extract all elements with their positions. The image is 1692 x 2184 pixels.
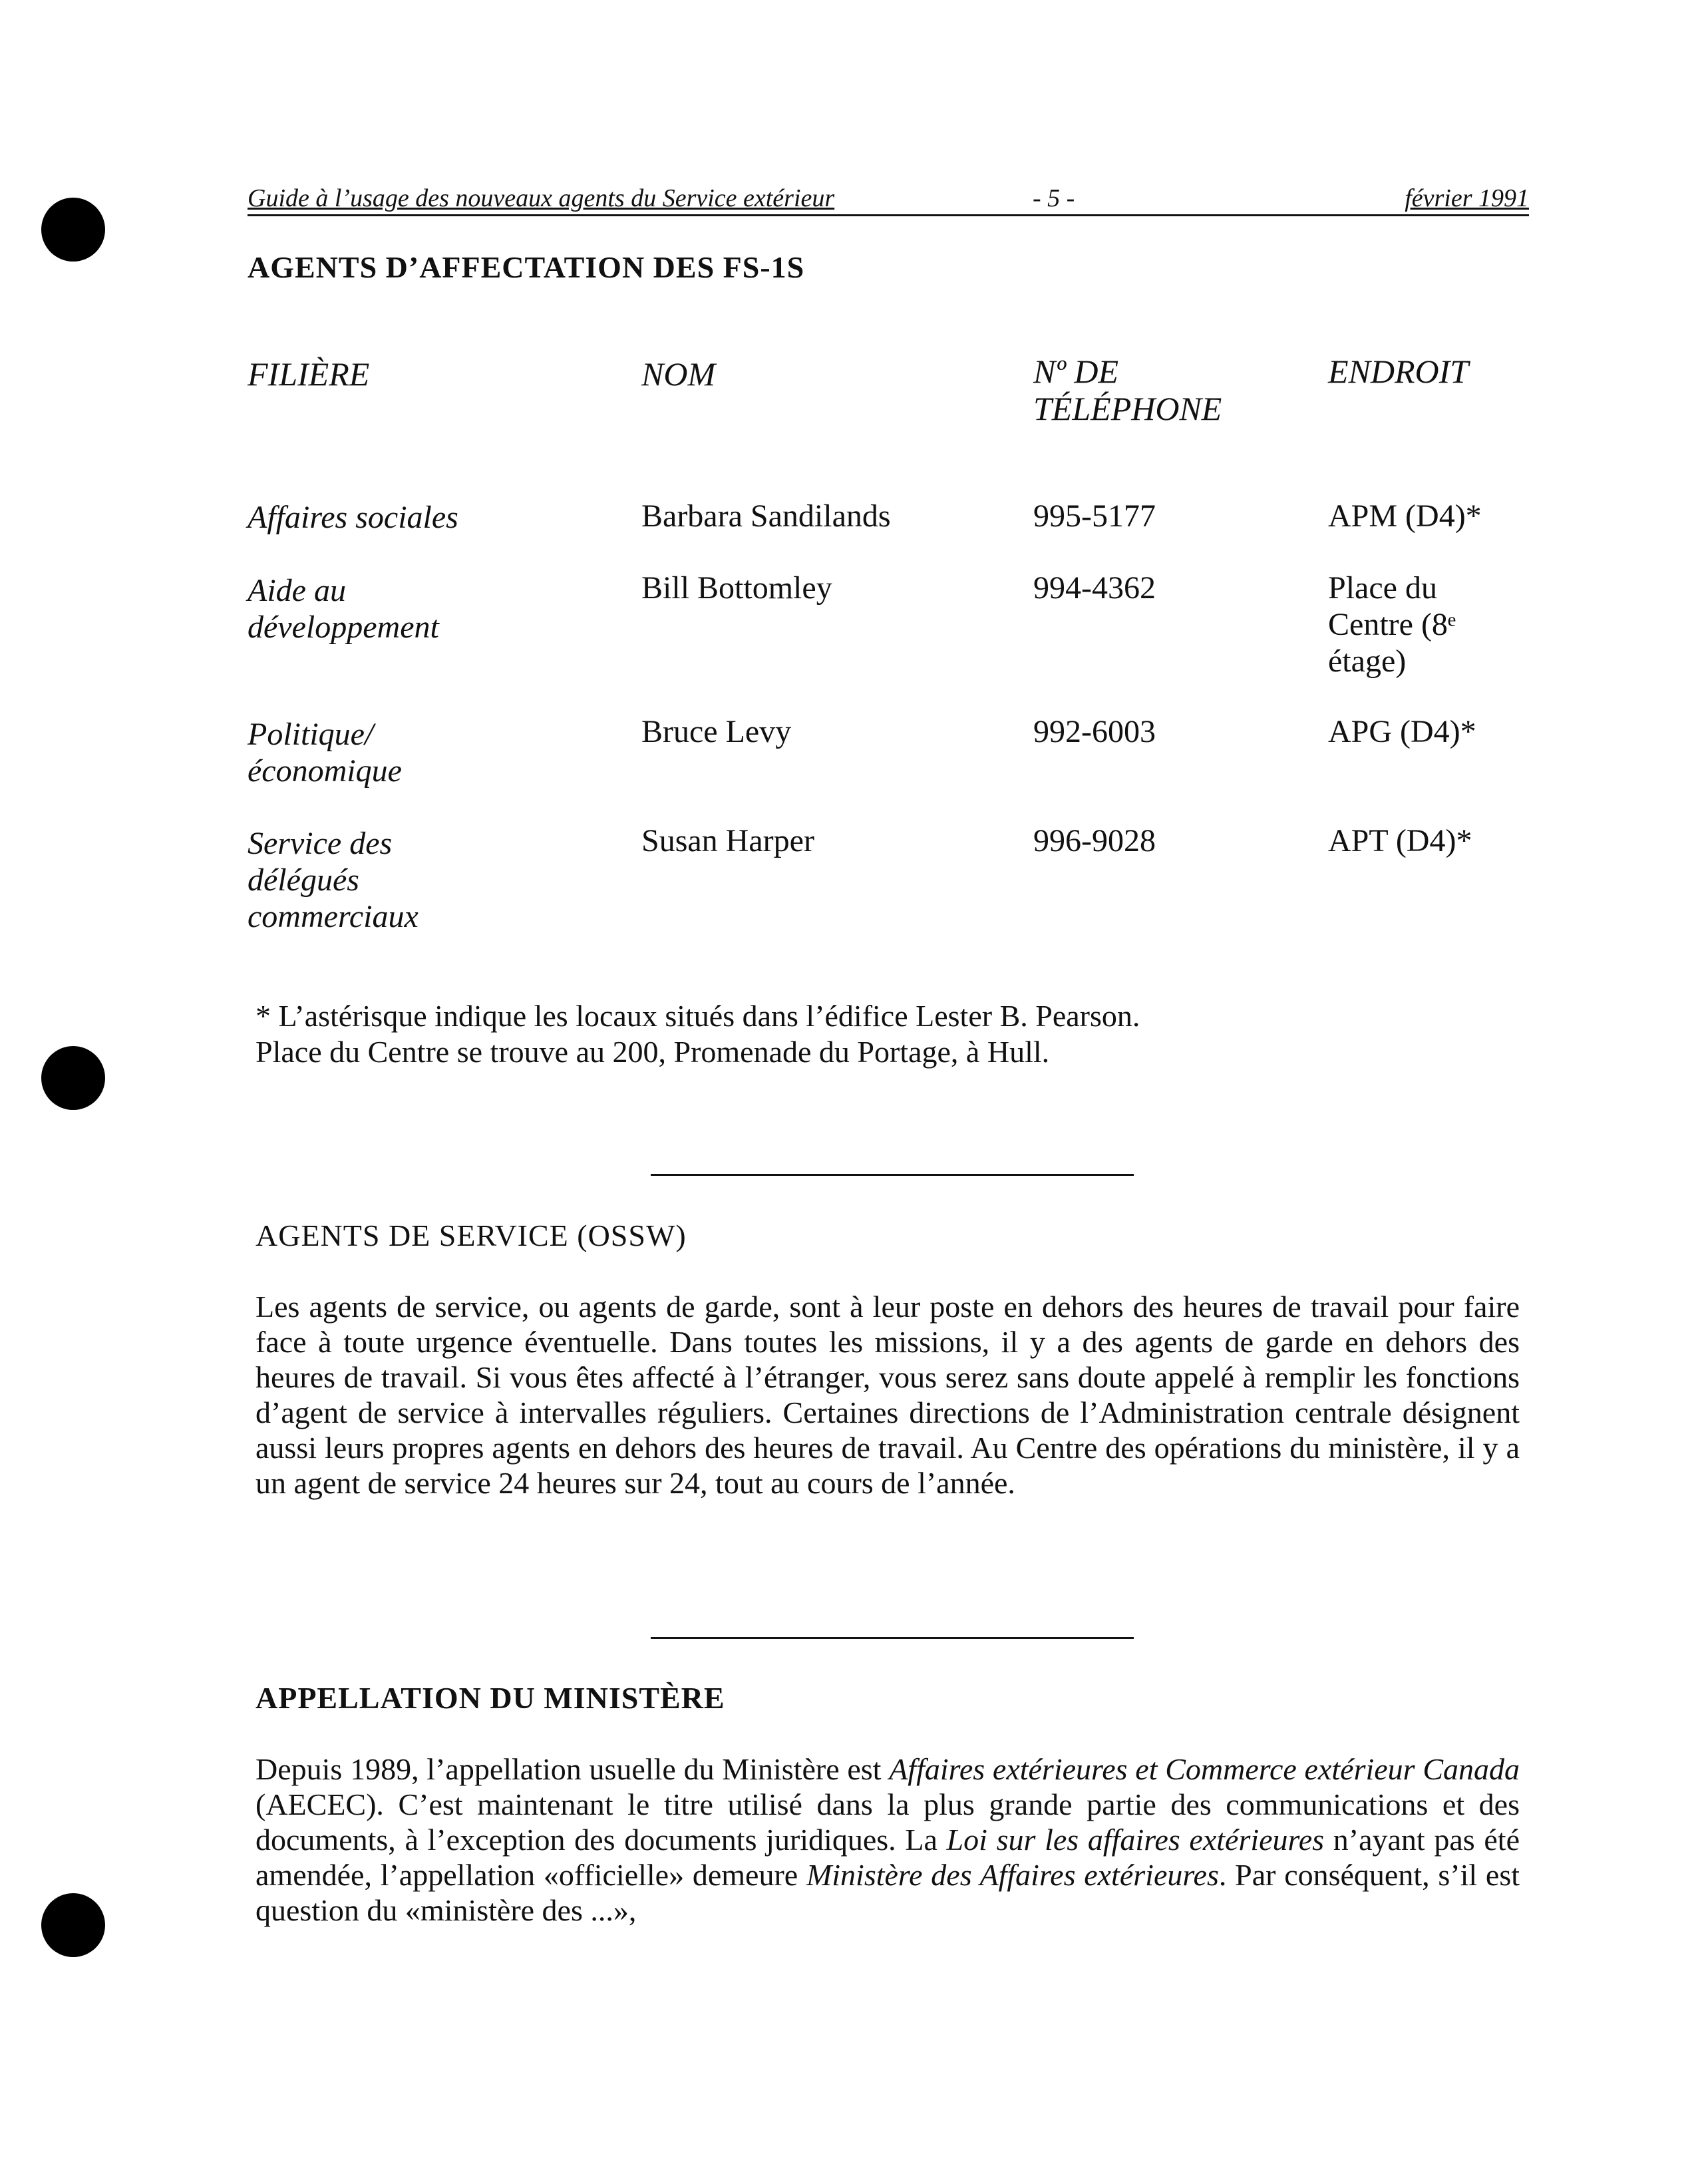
page-number: - 5 - xyxy=(1033,184,1075,212)
column-header-nom: NOM xyxy=(641,355,716,393)
column-header-telephone-line1: Nº DE xyxy=(1033,353,1119,390)
asterisk-note-line2: Place du Centre se trouve au 200, Promenade du Portage, à Hull. xyxy=(255,1035,1050,1069)
cell-line: APT (D4)* xyxy=(1328,823,1472,858)
cell-line: Aide au xyxy=(248,573,346,608)
cell-line: commerciaux xyxy=(248,899,419,934)
appellation-text-4: . Par conséquent, s’il est question du «ministère des ...», xyxy=(255,1858,1520,1927)
punch-hole-top xyxy=(41,198,105,262)
cell-line: économique xyxy=(248,753,402,789)
appellation-italic-2: Loi sur les affaires extérieures xyxy=(946,1823,1325,1857)
table-row-3-filiere xyxy=(248,716,402,789)
table-row-3-telephone: 992-6003 xyxy=(1033,714,1156,749)
appellation-italic-1: Affaires extérieures et Commerce extérieur Canada xyxy=(889,1752,1520,1786)
cell-line: étage) xyxy=(1328,643,1407,679)
table-row-1-telephone: 995-5177 xyxy=(1033,498,1156,534)
section-divider-2 xyxy=(651,1637,1134,1639)
table-row-4-filiere xyxy=(248,825,419,935)
table-row-2-endroit xyxy=(1328,570,1456,679)
punch-hole-bottom xyxy=(41,1893,105,1957)
asterisk-note xyxy=(255,998,1140,1070)
punch-hole-middle xyxy=(41,1046,105,1110)
table-row-1-nom: Barbara Sandilands xyxy=(641,498,891,534)
cell-line: APM (D4)* xyxy=(1328,498,1482,534)
table-row-2-telephone: 994-4362 xyxy=(1033,570,1156,606)
appellation-italic-3: Ministère des Affaires extérieures xyxy=(806,1858,1219,1892)
table-row-2-nom: Bill Bottomley xyxy=(641,570,832,606)
table-row-4-nom: Susan Harper xyxy=(641,823,814,858)
cell-line: délégués xyxy=(248,862,359,898)
paragraph-agents-de-service: Les agents de service, ou agents de garde, sont à leur poste en dehors des heures de travail pour faire face à toute urgence éventuelle. Dans toutes les missions, il y a des agents de garde en dehors des heures de travail. Si vous êtes affecté à l’étranger, vous serez sans doute appelé à remplir les fonctions d’agent de service à intervalles réguliers. Certaines directions de l’Administration centrale désignent aussi leurs propres agents en dehors des heures de travail. Au Centre des opérations du ministère, il y a un agent de service 24 heures sur 24, tout au cours de l’année. xyxy=(255,1290,1520,1500)
table-row-2-filiere xyxy=(248,572,439,645)
section-divider-1 xyxy=(651,1174,1134,1176)
appellation-text-1: Depuis 1989, l’appellation usuelle du Ministère est xyxy=(255,1752,890,1786)
cell-line: Affaires sociales xyxy=(248,500,458,535)
appellation-text-3: n’ayant pas été amendée, l’appellation «officielle» demeure xyxy=(255,1823,1520,1892)
header-title: Guide à l’usage des nouveaux agents du Service extérieur xyxy=(248,184,835,212)
table-row-1-endroit xyxy=(1328,498,1482,534)
table-row-3-nom: Bruce Levy xyxy=(641,714,792,749)
table-row-3-endroit xyxy=(1328,713,1476,750)
asterisk-note-line1: * L’astérisque indique les locaux situés dans l’édifice Lester B. Pearson. xyxy=(255,999,1140,1033)
page-header xyxy=(248,180,1529,216)
cell-line: Service des xyxy=(248,826,393,861)
appellation-text-2: (AECEC). C’est maintenant le titre utilisé dans la plus grande partie des communications et des documents, à l’exception des documents juridiques. La xyxy=(255,1787,1520,1857)
section-title-appellation: APPELLATION DU MINISTÈRE xyxy=(255,1681,725,1715)
cell-line: Politique/ xyxy=(248,717,374,752)
cell-line: Centre (8ᵉ xyxy=(1328,607,1456,642)
cell-line: APG (D4)* xyxy=(1328,714,1476,749)
table-row-4-telephone: 996-9028 xyxy=(1033,823,1156,858)
paragraph-appellation xyxy=(255,1751,1520,1928)
section-title-fs1s: AGENTS D’AFFECTATION DES FS-1S xyxy=(248,250,805,284)
cell-line: Place du xyxy=(1328,570,1437,606)
table-row-1-filiere xyxy=(248,499,458,536)
table-row-4-endroit xyxy=(1328,822,1472,859)
cell-line: développement xyxy=(248,610,439,645)
column-header-telephone-line2: TÉLÉPHONE xyxy=(1033,390,1222,427)
section-title-agents-de-service: AGENTS DE SERVICE (OSSW) xyxy=(255,1218,687,1252)
column-header-filiere: FILIÈRE xyxy=(248,355,370,393)
column-header-endroit: ENDROIT xyxy=(1328,353,1469,390)
column-header-telephone xyxy=(1033,353,1222,427)
header-date: février 1991 xyxy=(1405,184,1529,212)
